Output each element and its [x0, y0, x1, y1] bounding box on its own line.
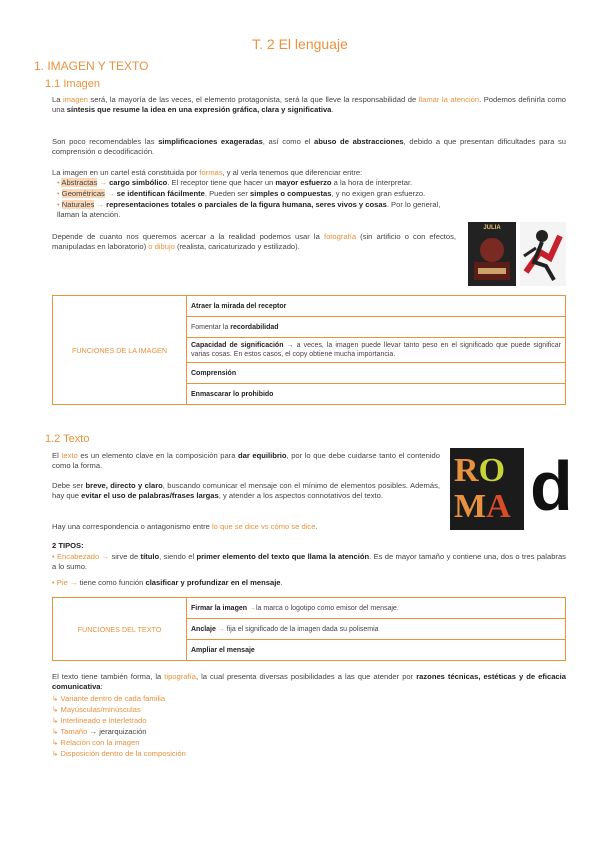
subsection-heading-imagen: 1.1 Imagen: [45, 78, 101, 90]
poster-image-1: [468, 222, 516, 286]
table-row: [53, 296, 566, 317]
list-item: • Pie → tiene como función clasificar y profundizar en el mensaje.: [52, 578, 283, 587]
poster-title-text: JULIA: [483, 225, 501, 231]
functions-text-table: [52, 597, 566, 661]
section-heading: 1. IMAGEN Y TEXTO: [34, 59, 149, 73]
poster-illustration-icon: [468, 222, 516, 286]
page-title: T. 2 El lenguaje: [252, 36, 348, 52]
poster-image-2: [520, 222, 566, 286]
roma-letter: A: [486, 488, 511, 525]
table-label: FUNCIONES DEL TEXTO: [53, 598, 187, 661]
list-item: • Geométricas → se identifican fácilmente. Pueden ser simples o compuestas, y no exigen gran esfuerzo.: [57, 189, 426, 198]
table-cell: Capacidad de significación → a veces, la imagen puede llevar tanto peso en el significado que puede significar varias cosas. En estos casos, el copy obtiene mucha importancia.: [187, 338, 566, 363]
roma-letter: M: [454, 488, 487, 525]
list-item: ↳ Interlineado e interletrado: [52, 716, 147, 725]
runner-figure-icon: [520, 222, 566, 286]
tipos-heading: 2 TIPOS:: [52, 541, 84, 550]
roma-letter: R: [454, 452, 479, 489]
table-cell: Enmascarar lo prohibido: [187, 384, 566, 405]
paragraph-imagen-4: Depende de cuanto nos queremos acercar a la realidad podemos usar la fotografía (sin artificio o con efectos, manipuladas en laboratorio) o dibujo (realista, caricaturizado y estilizado).: [52, 232, 457, 251]
paragraph-imagen-3: La imagen en un cartel está constituida por formas, y al verla tenemos que diferenciar entre:: [52, 168, 363, 177]
table-cell: Atraer la mirada del receptor: [187, 296, 566, 317]
list-item: ↳ Disposición dentro de la composición: [52, 749, 186, 758]
functions-image-table: [52, 295, 566, 405]
paragraph-texto-3: Hay una correspondencia o antagonismo entre lo que se dice vs cómo se dice.: [52, 522, 318, 531]
table-cell: Comprensión: [187, 363, 566, 384]
table-cell: Fomentar la recordabilidad: [187, 317, 566, 338]
paragraph-texto-4: El texto tiene también forma, la tipografía, la cual presenta diversas posibilidades a las que atender por razones técnicas, estéticas y de eficacia comunicativa:: [52, 672, 566, 691]
d-letter-image: [528, 447, 573, 528]
table-row: [53, 598, 566, 619]
list-item: • Abstractas → cargo simbólico. El receptor tiene que hacer un mayor esfuerzo a la hora de interpretar.: [57, 178, 413, 187]
roma-letter: O: [478, 452, 506, 489]
list-item: • Encabezado → sirve de título, siendo el primer elemento del texto que llama la atención. Es de mayor tamaño y contiene una, dos o tres palabras a lo sumo.: [52, 552, 566, 571]
list-item: ↳ Variante dentro de cada familia: [52, 694, 166, 703]
list-item: ↳ Relación con la imagen: [52, 738, 140, 747]
paragraph-imagen-2: Son poco recomendables las simplificaciones exageradas, así como el abuso de abstracciones, debido a que presentan dificultades para su comprensión o decodificación.: [52, 137, 566, 156]
subsection-heading-texto: 1.2 Texto: [45, 433, 90, 445]
table-cell: Anclaje → fija el significado de la imagen dada su polisemia: [187, 619, 566, 640]
paragraph-texto-2: Debe ser breve, directo y claro, buscando comunicar el mensaje con el mínimo de elementos posibles. Además, hay que evitar el uso de palabras/frases largas, y atender a los aspectos connotativos del texto.: [52, 481, 440, 500]
paragraph-imagen-1: La imagen será, la mayoría de las veces, el elemento protagonista, será la que lleve la responsabilidad de llamar la atención. Podemos definirla como una síntesis que resume la idea en una expresión gráfica, clara y significativa.: [52, 95, 567, 114]
table-cell: Firmar la imagen →la marca o logotipo como emisor del mensaje.: [187, 598, 566, 619]
table-label: FUNCIONES DE LA IMAGEN: [53, 296, 187, 405]
list-item: • Naturales → representaciones totales o parciales de la figura humana, seres vivos y cosas. Por lo general, llaman la atención.: [57, 200, 441, 219]
table-cell: Ampliar el mensaje: [187, 640, 566, 661]
list-item: ↳ Mayúsculas/minúsculas: [52, 705, 141, 714]
paragraph-texto-1: El texto es un elemento clave en la composición para dar equilibrio, por lo que debe cuidarse tanto el contenido como la forma.: [52, 451, 440, 470]
roma-poster-image: [450, 448, 524, 530]
list-item: ↳ Tamaño → jerarquización: [52, 727, 147, 736]
d-letter-text: d: [530, 447, 573, 525]
